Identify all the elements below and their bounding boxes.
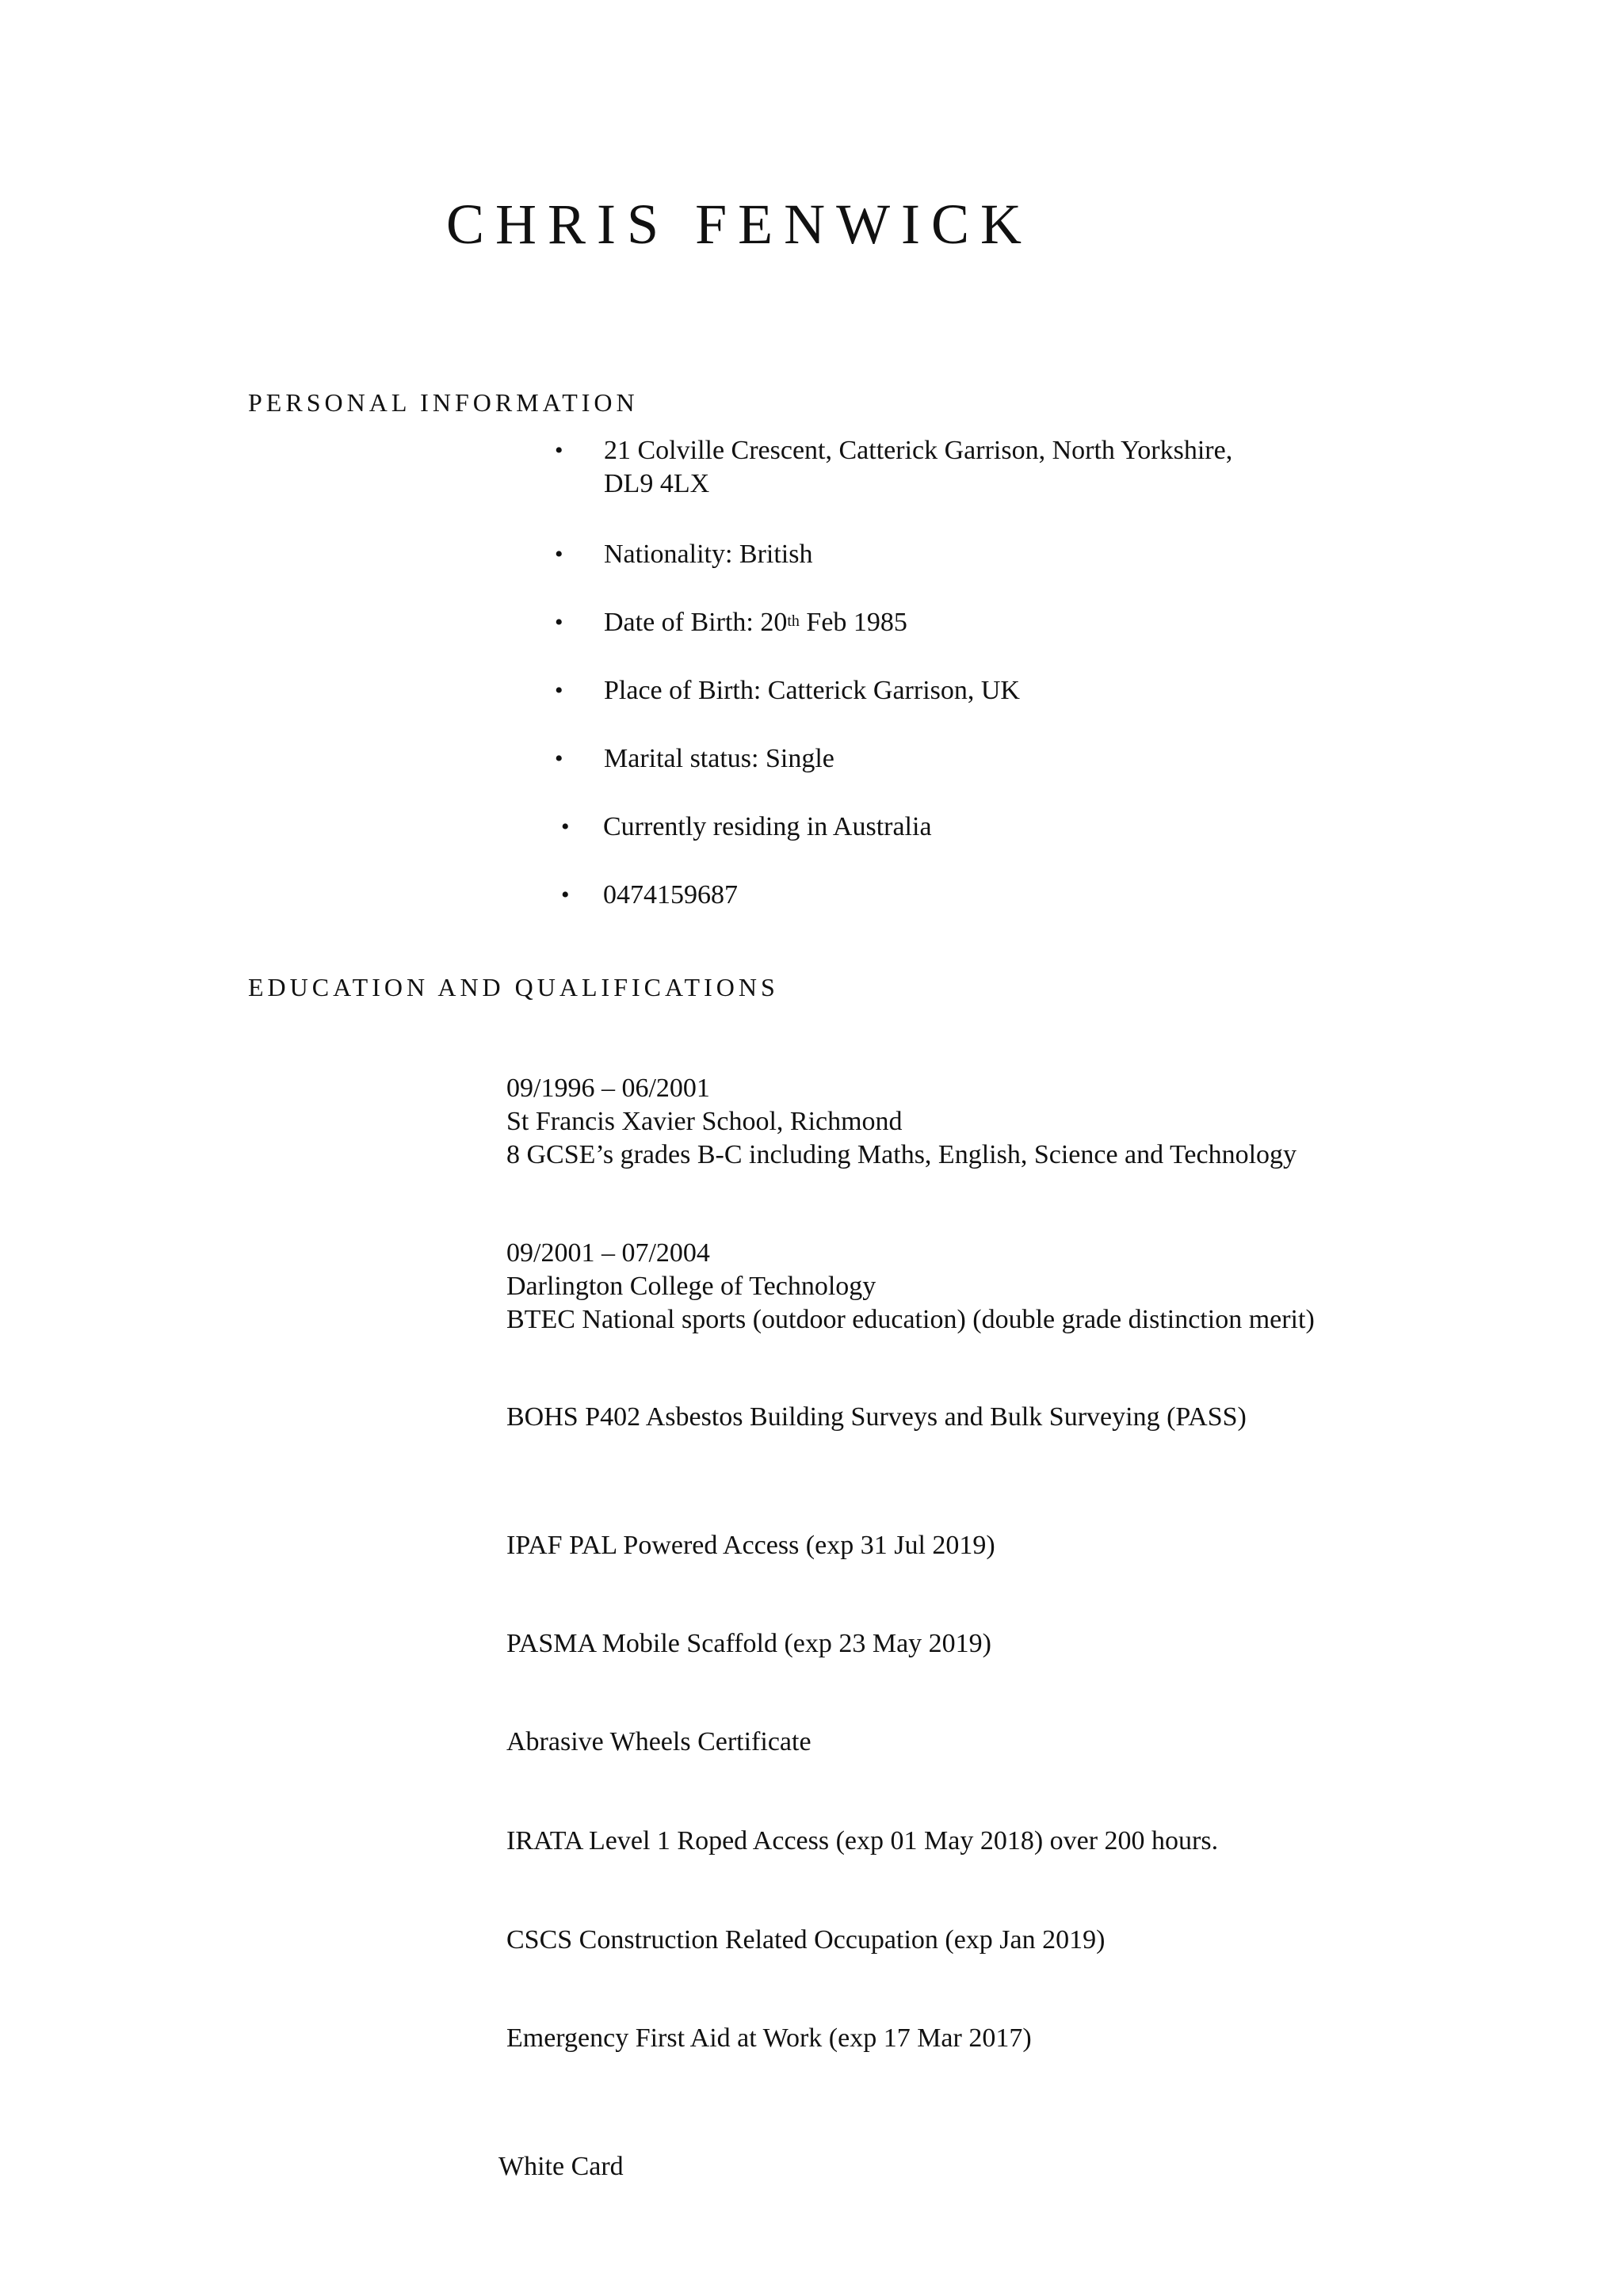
resume-name: CHRIS FENWICK (446, 193, 1033, 256)
dob-prefix: Date of Birth: 20 (604, 608, 788, 637)
school-institution: St Francis Xavier School, Richmond (506, 1107, 903, 1136)
qualification-item: CSCS Construction Related Occupation (exp Jan 2019) (506, 1925, 1106, 1955)
qualification-item: IPAF PAL Powered Access (exp 31 Jul 2019) (506, 1531, 995, 1560)
bullet-icon: • (555, 746, 563, 772)
white-card-item: White Card (498, 2152, 624, 2181)
qualification-item: Abrasive Wheels Certificate (506, 1727, 812, 1756)
address-text (604, 434, 1232, 501)
dob-superscript: th (787, 612, 800, 630)
school-entry (506, 1072, 1296, 1172)
college-entry (506, 1237, 1315, 1337)
address-line-1: 21 Colville Crescent, Catterick Garrison, North Yorkshire, (604, 436, 1233, 465)
school-detail: 8 GCSE’s grades B-C including Maths, English, Science and Technology (506, 1140, 1297, 1169)
date-of-birth-text (604, 606, 907, 639)
phone-text: 0474159687 (603, 880, 738, 910)
bullet-icon: • (555, 609, 563, 635)
qualification-item: BOHS P402 Asbestos Building Surveys and Bulk Surveying (PASS) (506, 1402, 1247, 1432)
bullet-icon: • (555, 437, 563, 463)
college-institution: Darlington College of Technology (506, 1272, 876, 1301)
place-of-birth-text: Place of Birth: Catterick Garrison, UK (604, 676, 1020, 705)
nationality-text: Nationality: British (604, 540, 813, 569)
school-dates: 09/1996 – 06/2001 (506, 1074, 710, 1103)
bullet-icon: • (555, 677, 563, 704)
qualification-item: PASMA Mobile Scaffold (exp 23 May 2019) (506, 1629, 991, 1658)
college-detail: BTEC National sports (outdoor education) (double grade distinction merit) (506, 1305, 1315, 1334)
residence-text: Currently residing in Australia (603, 812, 932, 841)
college-dates: 09/2001 – 07/2004 (506, 1238, 710, 1268)
bullet-icon: • (561, 882, 570, 908)
qualification-item: Emergency First Aid at Work (exp 17 Mar 2017) (506, 2023, 1032, 2053)
address-line-2: DL9 4LX (604, 469, 710, 498)
bullet-icon: • (561, 814, 570, 840)
marital-status-text: Marital status: Single (604, 744, 834, 773)
education-heading: EDUCATION AND QUALIFICATIONS (248, 973, 779, 1001)
personal-information-heading: PERSONAL INFORMATION (248, 388, 639, 417)
bullet-icon: • (555, 541, 563, 567)
dob-suffix: Feb 1985 (799, 608, 907, 637)
qualification-item: IRATA Level 1 Roped Access (exp 01 May 2018) over 200 hours. (506, 1826, 1219, 1855)
